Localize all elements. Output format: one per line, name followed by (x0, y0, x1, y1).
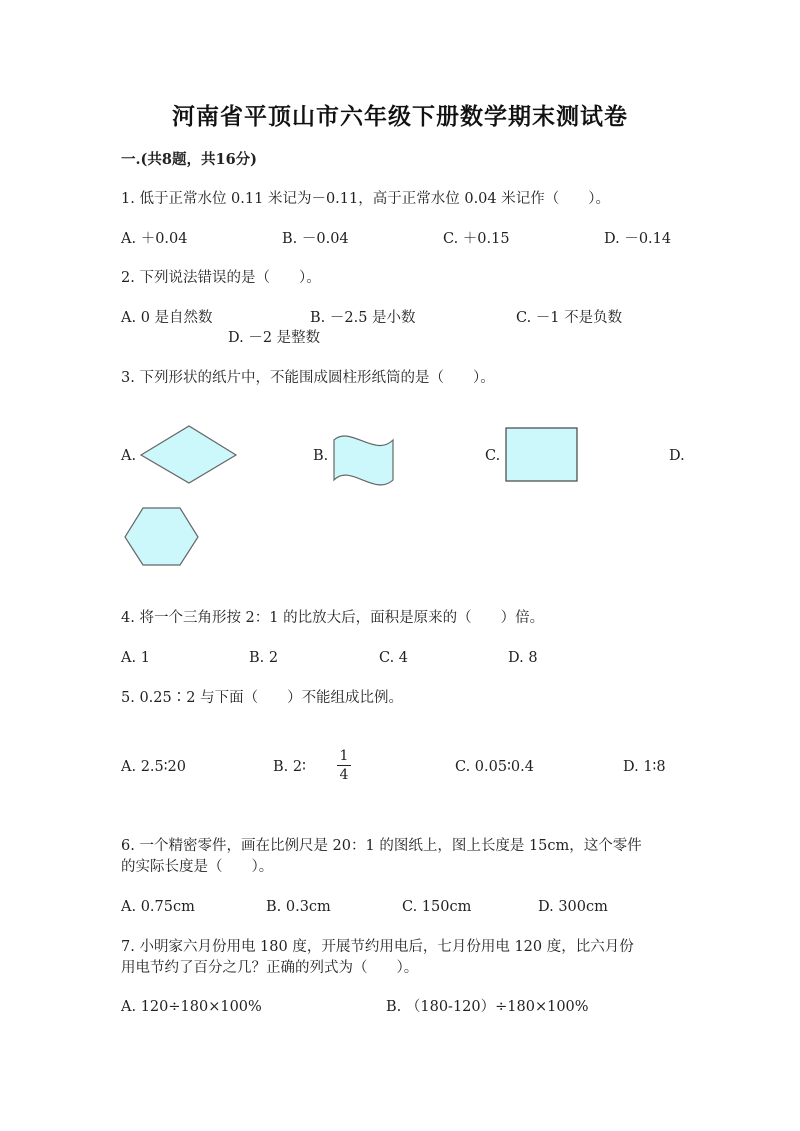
q4-option-d[interactable]: D. 8 (508, 650, 538, 666)
section-heading: 一.(共8题，共16分) (121, 151, 258, 168)
question-7-stem-line1: 7. 小明家六月份用电 180 度，开展节约用电后，七月份用电 120 度，比六月份 (121, 939, 634, 955)
q6-option-d[interactable]: D. 300cm (538, 899, 608, 915)
q4-option-b[interactable]: B. 2 (249, 650, 279, 666)
q2-option-b[interactable]: B. －2.5 是小数 (310, 310, 416, 326)
q7-option-b[interactable]: B. （180-120）÷180×100% (386, 999, 589, 1015)
fraction-bar (337, 765, 351, 766)
hexagon-shape (125, 508, 198, 565)
question-2-stem: 2. 下列说法错误的是（ ）。 (121, 270, 321, 286)
rhombus-shape (141, 426, 236, 483)
wavy-paper-shape (334, 436, 393, 485)
q6-option-b[interactable]: B. 0.3cm (266, 899, 331, 915)
q3-option-b[interactable]: B. (313, 448, 329, 464)
q2-option-d[interactable]: D. －2 是整数 (228, 330, 321, 346)
q2-option-c[interactable]: C. －1 不是负数 (516, 310, 623, 326)
page-title: 河南省平顶山市六年级下册数学期末测试卷 (172, 103, 628, 130)
question-5-stem: 5. 0.25∶2 与下面（ ）不能组成比例。 (121, 690, 404, 706)
q5-fraction (337, 748, 351, 783)
q1-option-a[interactable]: A. ＋0.04 (121, 231, 188, 247)
question-1-stem: 1. 低于正常水位 0.11 米记为－0.11，高于正常水位 0.04 米记作（ ）。 (121, 191, 610, 207)
q4-option-c[interactable]: C. 4 (379, 650, 409, 666)
question-3-stem: 3. 下列形状的纸片中，不能围成圆柱形纸筒的是（ ）。 (121, 370, 495, 386)
q4-option-a[interactable]: A. 1 (121, 650, 150, 666)
q7-option-a[interactable]: A. 120÷180×100% (121, 999, 262, 1015)
q5-option-c[interactable]: C. 0.05∶0.4 (455, 759, 534, 775)
fraction-denominator: 4 (339, 767, 349, 783)
question-4-stem: 4. 将一个三角形按 2：1 的比放大后，面积是原来的（ ）倍。 (121, 610, 545, 626)
question-6-stem-line1: 6. 一个精密零件，画在比例尺是 20：1 的图纸上，图上长度是 15cm，这个零件 (121, 838, 642, 854)
fraction-numerator: 1 (339, 748, 349, 764)
q5-option-d[interactable]: D. 1∶8 (623, 759, 666, 775)
q3-option-a[interactable]: A. (121, 448, 137, 464)
question-6-stem-line2: 的实际长度是（ ）。 (121, 859, 274, 875)
rectangle-shape (506, 428, 577, 481)
q6-option-a[interactable]: A. 0.75cm (121, 899, 195, 915)
question-7-stem-line2: 用电节约了百分之几？正确的列式为（ ）。 (121, 960, 419, 976)
q2-option-a[interactable]: A. 0 是自然数 (121, 310, 213, 326)
q6-option-c[interactable]: C. 150cm (402, 899, 472, 915)
q5-option-b[interactable]: B. 2∶ (273, 759, 306, 775)
q3-option-c[interactable]: C. (485, 448, 501, 464)
q3-option-d[interactable]: D. (669, 448, 685, 464)
q5-option-a[interactable]: A. 2.5∶20 (121, 759, 186, 775)
q1-option-c[interactable]: C. ＋0.15 (443, 231, 510, 247)
q1-option-d[interactable]: D. －0.14 (604, 231, 672, 247)
q1-option-b[interactable]: B. －0.04 (282, 231, 349, 247)
